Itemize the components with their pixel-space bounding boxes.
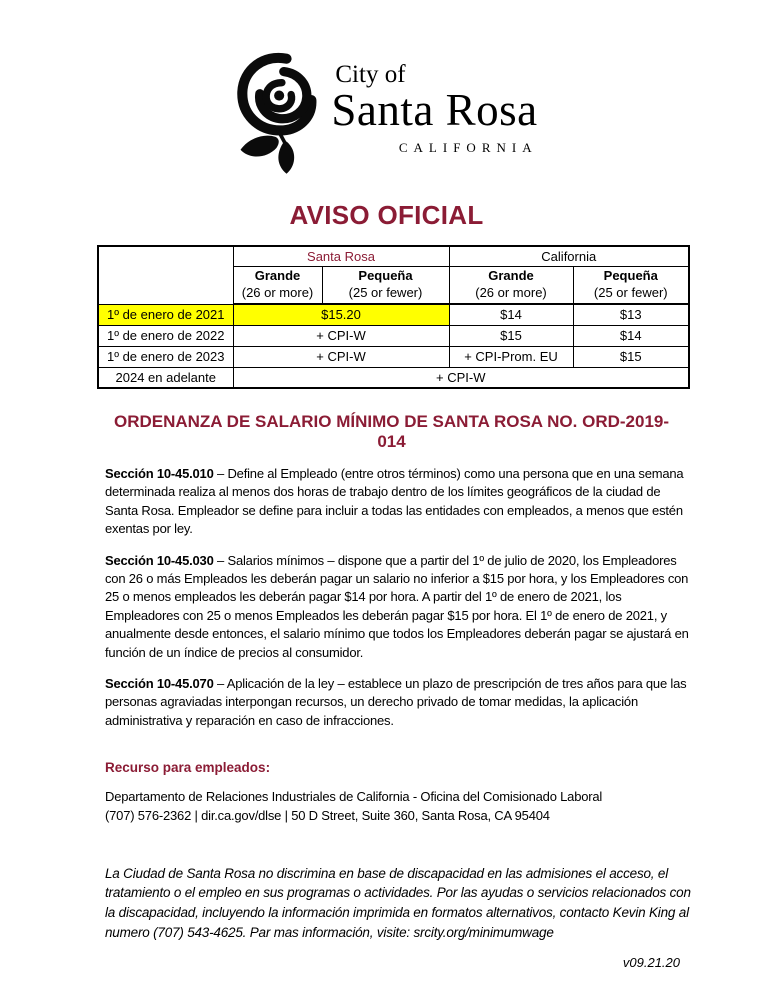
size-header-label: Grande: [254, 267, 301, 283]
size-header-qualifier: (26 or more): [241, 284, 314, 300]
row-label-2023: 1º de enero de 2023: [98, 346, 233, 367]
logo-city-of: City of: [335, 61, 406, 88]
size-header-qualifier: (25 or fewer): [348, 284, 423, 300]
region-header-california: California: [449, 246, 689, 266]
agency-name: Departamento de Relaciones Industriales de California - Oficina del Comisionado Laboral: [105, 789, 603, 805]
section-label: Sección 10-45.070: [105, 676, 214, 692]
region-header-santa-rosa: Santa Rosa: [233, 246, 449, 266]
california-pequena-wage-2023: $15: [573, 346, 689, 367]
size-header-label: Pequeña: [603, 267, 658, 283]
table-row-2021: [98, 304, 689, 325]
section-paragraph-10-45-070: [105, 675, 690, 730]
city-logo: [0, 0, 773, 178]
section-label: Sección 10-45.010: [105, 466, 214, 481]
size-header-qualifier: (26 or more): [475, 284, 547, 300]
notice-title: AVISO OFICIAL: [289, 200, 484, 230]
version-stamp: v09.21.20: [622, 955, 680, 970]
california-pequena-wage-2021: $13: [573, 304, 689, 325]
section-label: Sección 10-45.030: [105, 552, 214, 568]
table-row-2024: [98, 367, 689, 388]
size-header-ca-grande: [449, 266, 573, 304]
agency-contact-line: (707) 576-2362 | dir.ca.gov/dlse | 50 D Street, Suite 360, Santa Rosa, CA 95404: [105, 808, 550, 824]
california-grande-wage-2022: $15: [449, 325, 573, 346]
california-pequena-wage-2022: $14: [573, 325, 689, 346]
minimum-wage-table: [97, 245, 690, 389]
section-text: – Aplicación de la ley – establece un plazo de prescripción de tres años para que las personas agraviadas interpongan recursos, un derecho privado de tomar medidas, la aplicación administrativa y reparación en caso de infracciones.: [105, 676, 687, 728]
table-region-header-row: [98, 246, 689, 266]
santa-rosa-wage-2021: $15.20: [233, 304, 449, 325]
all-regions-wage-2024: + CPI-W: [233, 367, 689, 388]
section-paragraph-10-45-030: [105, 552, 690, 662]
rose-icon: [235, 52, 327, 174]
size-header-label: Pequeña: [358, 267, 413, 283]
california-grande-wage-2021: $14: [449, 304, 573, 325]
accessibility-disclaimer: La Ciudad de Santa Rosa no discrimina en base de discapacidad en las admisiones el acceso, el tratamiento o el empleo en sus programas o actividades. Por las ayudas o servicios relacionados con la discapacidad, incluyendo la información imprimida en formatos alternativos, contacto Kevin King al numero (707) 543-4625. Par mas información, visite: srcity.org/minimumwage: [105, 865, 691, 940]
santa-rosa-wage-2023: + CPI-W: [233, 346, 449, 367]
size-header-sr-pequena: [322, 266, 449, 304]
size-header-sr-grande: [233, 266, 322, 304]
table-row-2022: [98, 325, 689, 346]
row-label-2024: 2024 en adelante: [98, 367, 233, 388]
size-header-ca-pequena: [573, 266, 689, 304]
size-header-label: Grande: [488, 267, 534, 283]
section-text: – Define al Empleado (entre otros términos) como una persona que en una semana determinada realiza al menos dos horas de trabajo dentro de los límites geográficos de la ciudad de Santa Rosa. Empleador se define para incluir a todas las entidades con empleados, a menos que estén exentas por ley.: [105, 466, 684, 537]
city-logo-text: [331, 52, 537, 156]
section-paragraph-10-45-010: [105, 465, 690, 539]
california-grande-wage-2023: + CPI-Prom. EU: [449, 346, 573, 367]
section-text: – Salarios mínimos – dispone que a partir del 1º de julio de 2020, los Empleadores con 26 o más Empleados les deberán pagar un salario no inferior a $15 por hora, y los Empleadores con 25 o menos empleados les deberán pagar $14 por hora. A partir del 1º de enero de 2021, los Empleadores con 25 o menos Empleados les deberán pagar $15 por hora. El 1º de enero de 2021, y anualmente desde entonces, el salario mínimo que todos los Empleadores deberán pagar se ajustará en función de un índice de precios al consumidor.: [105, 552, 689, 660]
size-header-qualifier: (25 or fewer): [593, 284, 668, 300]
logo-state: CALIFORNIA: [398, 140, 538, 156]
resources-heading: Recurso para empleados:: [105, 760, 271, 776]
logo-city-name: Santa Rosa: [331, 85, 538, 135]
ordinance-heading: ORDENANZA DE SALARIO MÍNIMO DE SANTA ROSA NO. ORD-2019-014: [113, 412, 670, 451]
contact-block: [105, 788, 690, 826]
row-label-2022: 1º de enero de 2022: [98, 325, 233, 346]
wage-table-corner-cell: [98, 246, 233, 304]
santa-rosa-wage-2022: + CPI-W: [233, 325, 449, 346]
table-row-2023: [98, 346, 689, 367]
row-label-2021: 1º de enero de 2021: [98, 304, 233, 325]
